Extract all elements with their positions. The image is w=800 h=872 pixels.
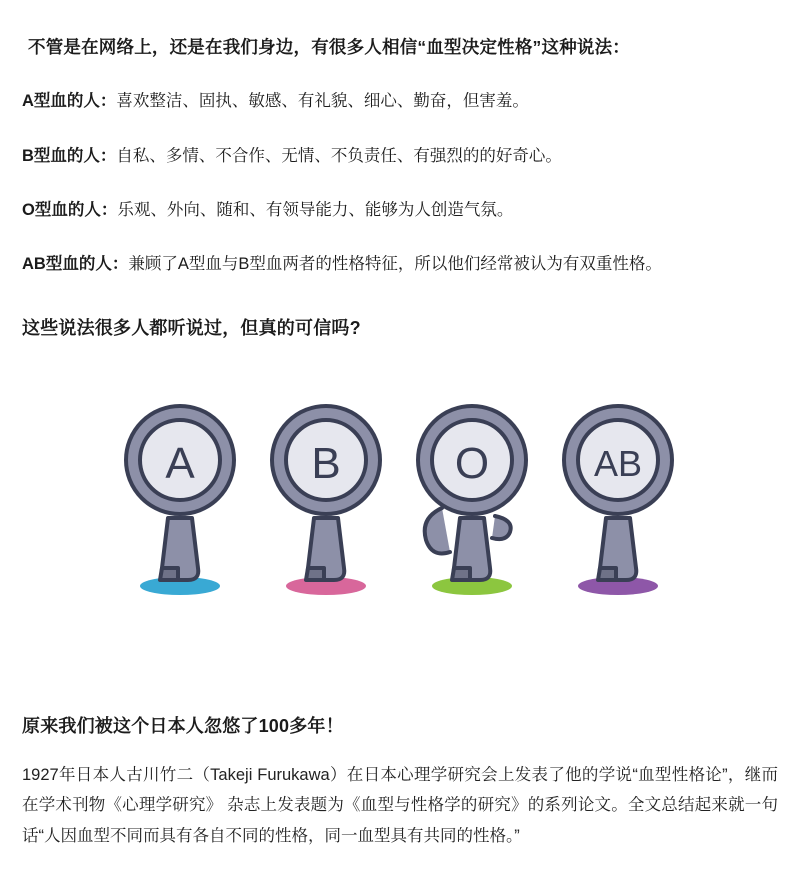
blood-type-row-a [22,88,778,114]
svg-text:A: A [165,438,195,488]
character-ab [564,406,672,595]
svg-text:B: B [311,438,341,488]
blood-type-row-ab [22,251,778,277]
section-subheading: 原来我们被这个日本人忽悠了100多年！ [22,715,344,736]
character-a [126,406,234,595]
blood-type-desc-b: 自私、多情、不合作、无情、不负责任、有强烈的的好奇心。 [116,146,562,165]
blood-type-label-o: O型血的人： [22,201,118,220]
lead-paragraph: 不管是在网络上，还是在我们身边，有很多人相信“血型决定性格”这种说法： [28,37,630,57]
illustration-svg [90,368,710,628]
svg-text:AB: AB [593,442,643,484]
character-o [418,406,526,595]
blood-type-desc-a: 喜欢整洁、固执、敏感、有礼貌、细心、勤奋，但害羞。 [116,92,529,111]
question-heading: 这些说法很多人都听说过，但真的可信吗? [22,317,361,338]
blood-type-label-a: A型血的人： [22,92,117,111]
blood-type-desc-ab: 兼顾了A型血与B型血两者的性格特征，所以他们经常被认为有双重性格。 [128,255,662,274]
blood-type-row-o [22,197,778,223]
body-paragraph: 1927年日本人古川竹二（Takeji Furukawa）在日本心理学研究会上发表了他的学说“血型性格论”，继而在学术刊物《心理学研究》 杂志上发表题为《血型与性格学的研究》的系列论文。全文总结起来就一句话“人因血型不同而具有各自不同的性格，同一血型具有共同的性格。” [22,765,778,845]
blood-type-label-ab: AB型血的人： [22,255,129,274]
blood-type-illustration [22,368,778,668]
blood-type-row-b [22,143,778,169]
character-b [272,406,380,595]
blood-type-label-b: B型血的人： [22,146,117,165]
blood-type-desc-o: 乐观、外向、随和、有领导能力、能够为人创造气氛。 [117,201,514,220]
svg-text:O: O [454,438,490,488]
